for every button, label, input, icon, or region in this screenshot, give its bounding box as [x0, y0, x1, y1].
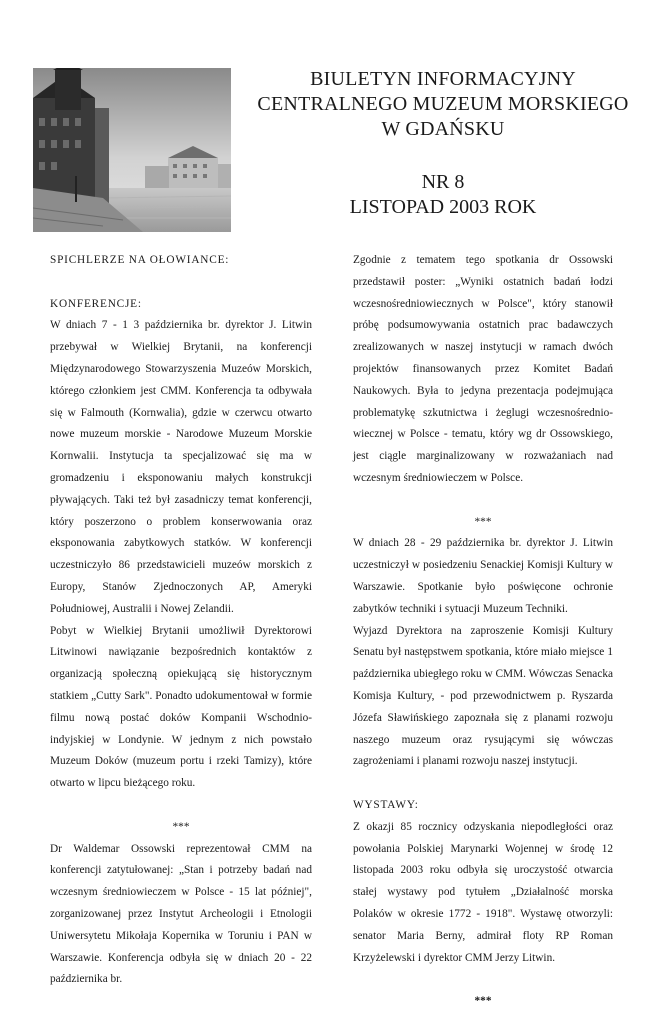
bulletin-title [238, 67, 648, 142]
paragraph: Z okazji 85 rocznicy odzyskania niepodległości oraz powołania Polskiej Marynarki Wojennej w środę 12 listopada 2003 roku odbyła się uroczystość otwarcia stałej wystawy pod tytułem „Działalność morska Polaków w okresie 1772 - 1918". Wystawę otworzyli: senator Maria Berny, admirał floty RP Roman Krzyżelewski i dyrektor CMM Jerzy Litwin. [353, 820, 613, 964]
title-line: BIULETYN INFORMACYJNY [310, 68, 576, 90]
title-line: CENTRALNEGO MUZEUM MORSKIEGO [257, 93, 629, 115]
gdansk-crane-photo [33, 68, 231, 232]
issue-info [238, 170, 648, 220]
title-line: W GDAŃSKU [381, 118, 505, 140]
paragraph: W dniach 28 - 29 października br. dyrektor J. Litwin uczestniczył w posiedzeniu Senackiej Komisji Kultury w Warszawie. Spotkanie było poświęcone ochronie zabytków techniki i sytuacji Muzeum Techniki. [353, 537, 613, 615]
paragraph: W dniach 7 - 1 3 października br. dyrektor J. Litwin przebywał w Wielkiej Brytanii, na konferencji Międzynarodowego Stowarzyszenia Muzeów Morskich, którego członkiem jest CMM. Konferencja ta odbywała się w Falmouth (Kornwalia), gdzie w czerwcu otwarto nowe muzeum morskie - Narodowe Muzeum Morskie Kornwalii. Instytucja ta specjalizować się ma w gromadzeniu i eksponowaniu małych konstrukcji pływających. Taki też był zasadniczy temat konferencji, który poszerzono o problem konserwowania oraz eksponowania zabytkowych statków. W konferencji uczestniczyło 86 przedstawicieli muzeów morskich z Europy, Stanów Zjednoczonych AP, Ameryki Południowej, Australii i Nowej Zelandii. [50, 319, 312, 615]
paragraph: Wyjazd Dyrektora na zaproszenie Komisji Kultury Senatu był następstwem spotkania, które miało miejsce 1 października ubiegłego roku w CMM. Wówczas Senacka Komisja Kultury, - pod przewodnictwem p. Ryszarda Józefa Sławińskiego zapoznała się z planami rozwoju naszego muzeum oraz rysującymi się wówczas zagrożeniami i planami rozwoju naszej instytucji. [353, 624, 613, 768]
section-title: SPICHLERZE NA OŁOWIANCE: [50, 254, 230, 266]
right-column [353, 250, 613, 1013]
left-column [50, 250, 312, 991]
section-separator: *** [474, 515, 492, 528]
section-separator: *** [172, 820, 190, 833]
section-separator: *** [474, 995, 492, 1008]
paragraph: Zgodnie z tematem tego spotkania dr Ossowski przedstawił poster: „Wyniki ostatnich badań łodzi wczesnośredniowiecznych w Polsce", który stanowił próbę podsumowywania ostatnich prac badawczych zrealizowanych w naszej instytucji w ramach dwóch projektów finansowanych przez Komitet Badań Naukowych. Była to jedyna prezentacja podejmująca problematykę szkutnictwa i żeglugi wczesnośrednio-wiecznej w Polsce - tematu, który wg dr Ossowskiego, jest ciągle marginalizowany w rozważaniach nad wczesnym średniowieczem w Polsce. [353, 254, 613, 484]
paragraph: Dr Waldemar Ossowski reprezentował CMM na konferencji zatytułowanej: „Stan i potrzeby badań nad wczesnym średniowieczem w Polsce - 15 lat później", zorganizowanej przez Instytut Archeologii i Etnologii Uniwersytetu Mikołaja Kopernika w Toruniu i PAN w Warszawie. Konferencja odbyła się w dniach 20 - 22 października br. [50, 842, 312, 986]
paragraph: Pobyt w Wielkiej Brytanii umożliwił Dyrektorowi Litwinowi nawiązanie bezpośrednich kontaktów z organizacją społeczną opiekującą się historycznym statkiem „Cutty Sark". Ponadto udokumentował w formie filmu nową postać doków Kompanii Wschodnio-indyjskiej w Londynie. W jednym z nich powstało Muzeum Doków (muzeum portu i rzeki Tamizy), które otwarto w lipcu bieżącego roku. [50, 624, 312, 790]
issue-number: NR 8 [421, 171, 465, 193]
conferences-heading: KONFERENCJE: [50, 297, 142, 310]
issue-date: LISTOPAD 2003 ROK [349, 196, 537, 218]
gdansk-crane-waterfront-photo-icon [33, 68, 231, 232]
exhibitions-heading: WYSTAWY: [353, 798, 419, 811]
